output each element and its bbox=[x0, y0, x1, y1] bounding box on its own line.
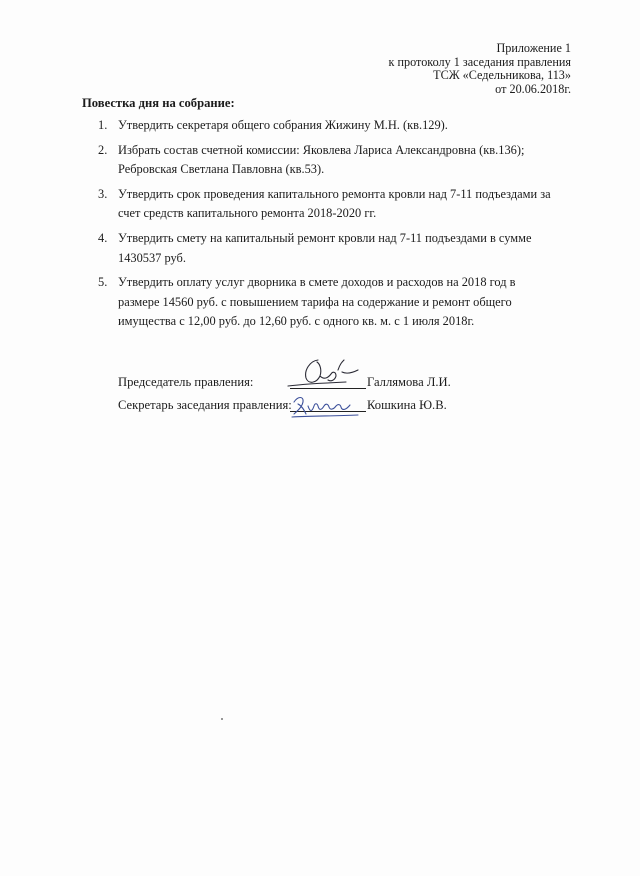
agenda-item-text: размере 14560 руб. с повышением тарифа на содержание и ремонт общего bbox=[118, 294, 512, 309]
secretary-name: Кошкина Ю.В. bbox=[367, 398, 447, 412]
chairman-handwritten-signature bbox=[284, 356, 364, 392]
agenda-item-5 bbox=[98, 273, 558, 332]
agenda-item-4 bbox=[98, 229, 558, 268]
chairman-role: Председатель правления: bbox=[118, 375, 254, 389]
agenda-item-number: 5. bbox=[98, 275, 108, 290]
agenda-item-2 bbox=[98, 141, 558, 180]
agenda-item-number: 2. bbox=[98, 142, 108, 157]
agenda-item-number: 4. bbox=[98, 230, 108, 245]
paper-speck bbox=[221, 718, 223, 720]
appendix-line-3: ТСЖ «Седельникова, 113» bbox=[433, 68, 571, 83]
chairman-name: Галлямова Л.И. bbox=[367, 375, 451, 389]
agenda-item-text: Утвердить смету на капитальный ремонт кровли над 7-11 подъездами в сумме bbox=[118, 230, 532, 245]
agenda-item-number: 3. bbox=[98, 186, 108, 201]
agenda-item-number: 1. bbox=[98, 118, 108, 132]
appendix-header bbox=[389, 42, 571, 96]
agenda-item-3 bbox=[98, 185, 558, 224]
agenda-item-text: Ребровская Светлана Павловна (кв.53). bbox=[118, 162, 325, 177]
signature-line bbox=[290, 388, 366, 389]
secretary-role: Секретарь заседания правления: bbox=[118, 398, 292, 412]
agenda-item-text: Утвердить срок проведения капитального ремонта кровли над 7-11 подъездами за bbox=[118, 186, 551, 201]
agenda-item-text: Утвердить оплату услуг дворника в смете доходов и расходов на 2018 год в bbox=[118, 275, 516, 290]
appendix-line-4: от 20.06.2018г. bbox=[495, 81, 571, 96]
agenda-item-text: счет средств капитального ремонта 2018-2020 гг. bbox=[118, 206, 377, 221]
appendix-line-2: к протоколу 1 заседания правления bbox=[388, 54, 571, 69]
agenda-item-text: 1430537 руб. bbox=[118, 250, 186, 265]
secretary-handwritten-signature bbox=[288, 392, 362, 422]
agenda-item-text: Избрать состав счетной комиссии: Яковлева Лариса Александровна (кв.136); bbox=[118, 142, 525, 157]
agenda-item-text: имущества с 12,00 руб. до 12,60 руб. с одного кв. м. с 1 июля 2018г. bbox=[118, 314, 475, 329]
signature-line bbox=[290, 411, 366, 412]
agenda-title: Повестка дня на собрание: bbox=[82, 96, 235, 110]
agenda-list bbox=[98, 116, 558, 337]
agenda-item-1 bbox=[98, 116, 558, 136]
agenda-item-text: Утвердить секретаря общего собрания Жижину М.Н. (кв.129). bbox=[118, 118, 448, 132]
appendix-line-1: Приложение 1 bbox=[496, 41, 571, 55]
